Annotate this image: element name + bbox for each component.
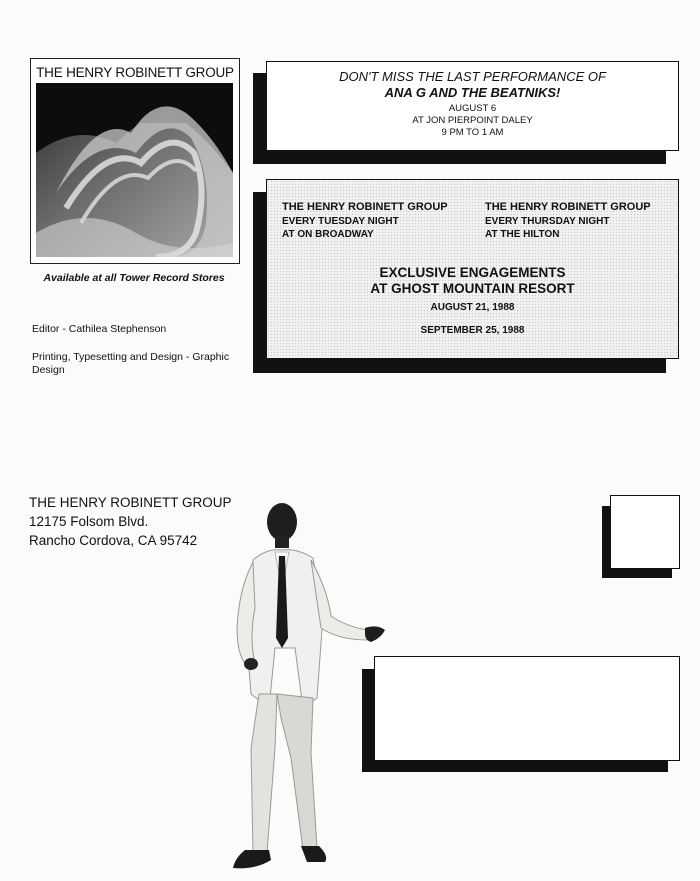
mailing-label-box xyxy=(374,656,680,761)
stamp-box xyxy=(610,495,680,569)
promo-venue: AT JON PIERPOINT DALEY xyxy=(412,115,533,126)
album-cover xyxy=(30,58,240,264)
editor-credit: Editor - Cathilea Stephenson xyxy=(32,323,167,335)
album-art-image xyxy=(36,83,233,257)
return-address xyxy=(29,493,232,550)
promo-time: 9 PM TO 1 AM xyxy=(441,127,504,138)
engagement-thursday-venue: AT THE HILTON xyxy=(485,229,560,240)
engagement-thursday-title: THE HENRY ROBINETT GROUP xyxy=(485,201,651,213)
engagement-tuesday-title: THE HENRY ROBINETT GROUP xyxy=(282,201,448,213)
engagements-box xyxy=(266,179,679,359)
promo-headline: DON'T MISS THE LAST PERFORMANCE OF xyxy=(339,69,606,84)
engagement-date-1: AUGUST 21, 1988 xyxy=(430,302,515,313)
promo-band-name: ANA G AND THE BEATNIKS! xyxy=(384,85,561,100)
address-name: THE HENRY ROBINETT GROUP xyxy=(29,495,232,510)
person-in-suit-photo-icon xyxy=(215,498,390,876)
album-caption: Available at all Tower Record Stores xyxy=(43,272,225,284)
engagement-tuesday xyxy=(282,201,448,242)
guitar-photo-icon xyxy=(36,83,233,257)
engagement-tuesday-day: EVERY TUESDAY NIGHT xyxy=(282,215,399,227)
engagement-thursday xyxy=(485,201,651,242)
exclusive-heading: EXCLUSIVE ENGAGEMENTS xyxy=(379,265,566,280)
engagement-tuesday-venue: AT ON BROADWAY xyxy=(282,229,374,240)
album-title: THE HENRY ROBINETT GROUP xyxy=(36,65,234,80)
engagement-date-2: SEPTEMBER 25, 1988 xyxy=(420,325,525,336)
promo-box xyxy=(266,61,679,151)
resort-heading: AT GHOST MOUNTAIN RESORT xyxy=(370,281,575,296)
engagement-thursday-day: EVERY THURSDAY NIGHT xyxy=(485,215,610,227)
promo-date: AUGUST 6 xyxy=(448,103,497,114)
printing-credit: Printing, Typesetting and Design - Graphic Design xyxy=(32,351,230,376)
exclusive-engagements xyxy=(267,265,678,336)
address-street: 12175 Folsom Blvd. xyxy=(29,514,149,529)
address-city: Rancho Cordova, CA 95742 xyxy=(29,533,198,548)
